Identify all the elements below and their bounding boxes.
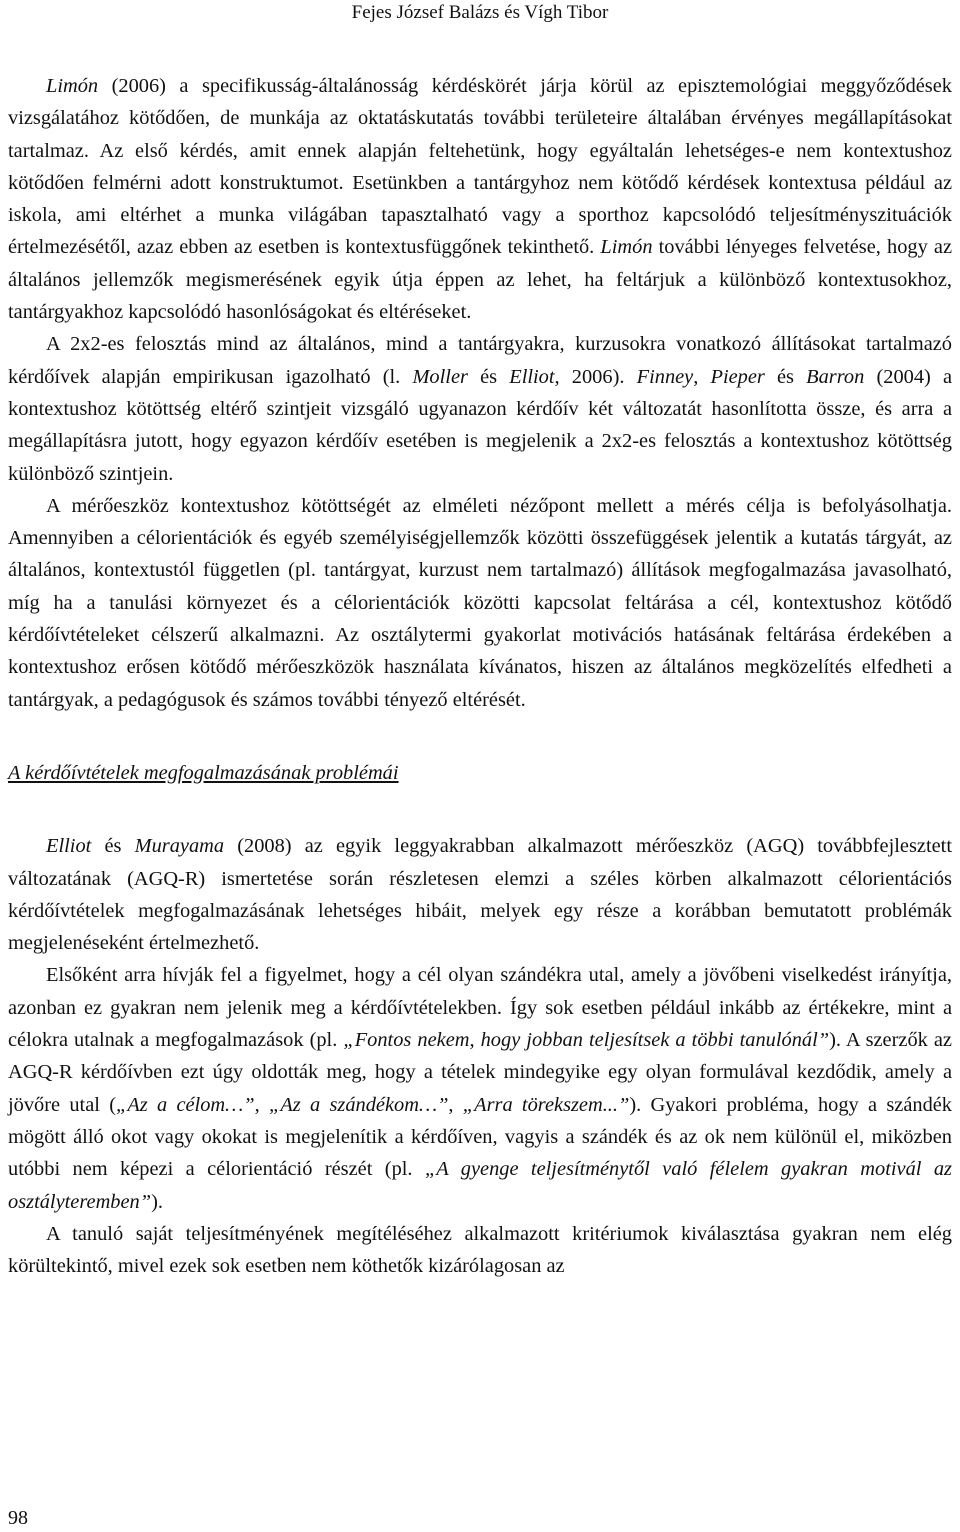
paragraph-2	[8, 328, 952, 489]
text-run: A 2x2-es felosztás mind az általános, mind a tantárgyakra, kurzusokra vonatkozó állításokat tartalmazó kérdőívek alapján empirikusan igazolható (l.	[8, 333, 952, 388]
running-header: Fejes József Balázs és Vígh Tibor	[351, 2, 609, 23]
italic-text-run: „Az a szándékom…”	[269, 1093, 449, 1116]
italic-text-run: „A gyenge teljesítménytől való félelem gyakran motivál az osztályteremben”	[8, 1158, 952, 1213]
italic-text-run: Elliot	[46, 835, 92, 858]
text-run: ,	[448, 1093, 463, 1116]
text-run: további lényeges felvetése, hogy az általános jellemzők megismerésének egyik útja éppen az lehet, ha feltárjuk a különböző kontextusokhoz, tantárgyakhoz kapcsolódó hasonlóságokat és eltéréseket.	[8, 236, 952, 324]
text-run: (2008) az egyik leggyakrabban alkalmazott mérőeszköz (AGQ) továbbfejlesztett változatának (AGQ-R) ismertetése során részletesen elemzi a széles körben alkalmazott célorientációs kérdőívtételek megfogalmazásának lehetséges hibáit, melyek egy része a korábban bemutatott problémák megjelenéseként értelmezhető.	[8, 835, 953, 955]
italic-text-run: Limón	[46, 75, 99, 97]
paragraph-5	[8, 959, 952, 1217]
paragraph-4	[8, 830, 952, 959]
paragraph-1	[8, 70, 952, 328]
text-run: A tanuló saját teljesítményének megítéléséhez alkalmazott kritériumok kiválasztása gyakran nem elég körültekintő, mivel ezek sok esetben nem köthetők kizárólagosan az	[8, 1222, 952, 1278]
text-run: ). Gyakori probléma, hogy a szándék mögött álló okot vagy okokat is megjelenítik a kérdőíven, vagyis a szándék és az ok nem különül el, miközben utóbbi nem képezi a célorientáció részét (pl.	[8, 1093, 953, 1181]
text-run: Elsőként arra hívják fel a figyelmet, hogy a cél olyan szándékra utal, amely a jövőbeni viselkedést irányítja, azonban ez gyakran nem jelenik meg a kérdőívtételekben. Így sok esetben például inkább az értékekre, mint a célokra utalnak a megfogalmazások (pl.	[8, 964, 952, 1052]
text-run: és	[467, 365, 510, 388]
italic-text-run: „Az a célom…”	[116, 1093, 255, 1116]
text-run: ,	[254, 1093, 269, 1116]
text-run: A mérőeszköz kontextushoz kötöttségét az elméleti nézőpont mellett a mérés célja is befolyásolhatja. Amennyiben a célorientációk és egyéb személyiségjellemzők közötti összefüggések jelentik a kutatás tárgyát, az általános, kontextustól független (pl. tantárgyat, kurzust nem tartalmazó) állítások megfogalmazása javasolható, míg ha a tanulási környezet és a célorientációk közötti kapcsolat feltárása a cél, kontextushoz kötődő kérdőívtételeket célszerű alkalmazni. Az osztálytermi gyakorlat motivációs hatásának feltárása érdekében a kontextushoz erősen kötődő mérőeszközök használata kívánatos, hiszen az általános megközelítés elfedheti a tantárgyak, a pedagógusok és számos további tényező eltérését.	[8, 494, 952, 711]
text-run: , 2006).	[554, 365, 637, 388]
section-title: A kérdőívtételek megfogalmazásának problémái	[8, 761, 399, 784]
text-run: (2006) a specifikusság-általánosság kérdéskörét járja körül az episztemológiai meggyőződések vizsgálatához kötődően, de munkája az oktatáskutatás további területeire általában érvényes megállapításokat tartalmaz. Az első kérdés, amit ennek alapján feltehetünk, hogy egyáltalán lehetséges-e nem kontextushoz kötődően felmérni adott konstruktumot. Esetünkben a tantárgyhoz nem kötődő kérdések kontextusa például az iskola, ami eltérhet a munka világában tapasztalható vagy a sporthoz kapcsolódó teljesítményszituációk értelmezésétől, azaz ebben az esetben is kontextusfüggőnek tekinthető.	[8, 75, 952, 259]
italic-text-run: Finney	[636, 365, 694, 388]
paragraph-3	[8, 490, 952, 716]
text-run: ,	[693, 365, 711, 388]
text-run: és	[764, 365, 807, 388]
page-number: 98	[8, 1507, 28, 1529]
italic-text-run: Pieper	[710, 365, 765, 388]
italic-text-run: Murayama	[134, 835, 225, 858]
article-body	[8, 70, 952, 1282]
text-run: ). A szerzők az AGQ-R kérdőívben ezt úgy oldották meg, hogy a tételek mindegyike egy olyan formulával kezdődik, amely a jövőre utal (	[8, 1029, 952, 1116]
italic-text-run: Limón	[600, 236, 653, 259]
italic-text-run: Barron	[806, 365, 865, 388]
text-run: (2004) a kontextushoz kötöttség eltérő szintjeit vizsgáló ugyanazon kérdőív két változatát hasonlította össze, és arra a megállapításra jutott, hogy egyazon kérdőív esetében is megjelenik a 2x2-es felosztás a kontextushoz kötöttség különböző szintjein.	[8, 365, 953, 485]
italic-text-run: Elliot	[509, 365, 555, 388]
text-run: ).	[151, 1190, 163, 1213]
italic-text-run: „Fontos nekem, hogy jobban teljesítsek a többi tanulónál”	[343, 1029, 830, 1052]
text-run: és	[91, 835, 135, 858]
italic-text-run: „Arra törekszem...”	[462, 1093, 630, 1116]
italic-text-run: Moller	[412, 365, 468, 388]
paragraph-6	[8, 1218, 952, 1283]
